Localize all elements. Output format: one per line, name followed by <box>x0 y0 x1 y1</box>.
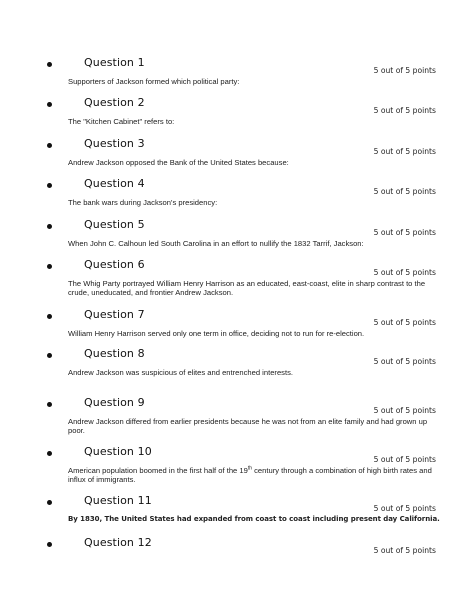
question-score: 5 out of 5 points <box>373 228 436 237</box>
question-text: When John C. Calhoun led South Carolina in an effort to nullify the 1832 Tarrif, Jackson: <box>68 239 364 248</box>
question-score: 5 out of 5 points <box>373 66 436 75</box>
question-score: 5 out of 5 points <box>373 318 436 327</box>
question-text: Supporters of Jackson formed which political party: <box>68 77 240 86</box>
question-score: 5 out of 5 points <box>373 546 436 555</box>
question-score: 5 out of 5 points <box>373 504 436 513</box>
question-text: The bank wars during Jackson's presidency: <box>68 198 218 207</box>
question-text <box>68 466 440 484</box>
question-text: The Whig Party portrayed William Henry Harrison as an educated, east-coast, elite in sharp contrast to the crude, uneducated, and frontier Andrew Jackson. <box>68 279 426 298</box>
bullet-icon <box>47 402 52 407</box>
bullet-icon <box>47 102 52 107</box>
bullet-icon <box>47 353 52 358</box>
question-title: Question 8 <box>84 347 145 360</box>
question-title: Question 10 <box>84 445 152 458</box>
question-score: 5 out of 5 points <box>373 357 436 366</box>
question-title: Question 12 <box>84 536 152 549</box>
question-text: William Henry Harrison served only one term in office, deciding not to run for re-election. <box>68 329 365 338</box>
question-text-end: century through a combination of high birth rates and influx of immigrants. <box>68 466 432 485</box>
bullet-icon <box>47 500 52 505</box>
question-text: The "Kitchen Cabinet" refers to: <box>68 117 175 126</box>
ordinal-suffix: th <box>247 465 253 472</box>
question-score: 5 out of 5 points <box>373 106 436 115</box>
question-title: Question 3 <box>84 137 145 150</box>
question-score: 5 out of 5 points <box>373 187 436 196</box>
question-title: Question 11 <box>84 494 152 507</box>
question-title: Question 4 <box>84 177 145 190</box>
question-score: 5 out of 5 points <box>373 147 436 156</box>
question-text: Andrew Jackson was suspicious of elites and entrenched interests. <box>68 368 293 377</box>
question-title: Question 5 <box>84 218 145 231</box>
bullet-icon <box>47 451 52 456</box>
question-title: Question 6 <box>84 258 145 271</box>
bullet-icon <box>47 183 52 188</box>
question-score: 5 out of 5 points <box>373 406 436 415</box>
question-title: Question 7 <box>84 308 145 321</box>
bullet-icon <box>47 224 52 229</box>
question-text: By 1830, The United States had expanded from coast to coast including present day California. <box>68 515 440 523</box>
question-text-start: American population boomed in the first half of the 19 <box>68 466 248 475</box>
bullet-icon <box>47 542 52 547</box>
bullet-icon <box>47 143 52 148</box>
bullet-icon <box>47 314 52 319</box>
question-title: Question 9 <box>84 396 145 409</box>
bullet-icon <box>47 62 52 67</box>
bullet-icon <box>47 264 52 269</box>
question-title: Question 2 <box>84 96 145 109</box>
question-text: Andrew Jackson differed from earlier presidents because he was not from an elite family and had grown up poor. <box>68 417 428 436</box>
question-title: Question 1 <box>84 56 145 69</box>
question-text: Andrew Jackson opposed the Bank of the United States because: <box>68 158 289 167</box>
question-score: 5 out of 5 points <box>373 455 436 464</box>
question-score: 5 out of 5 points <box>373 268 436 277</box>
